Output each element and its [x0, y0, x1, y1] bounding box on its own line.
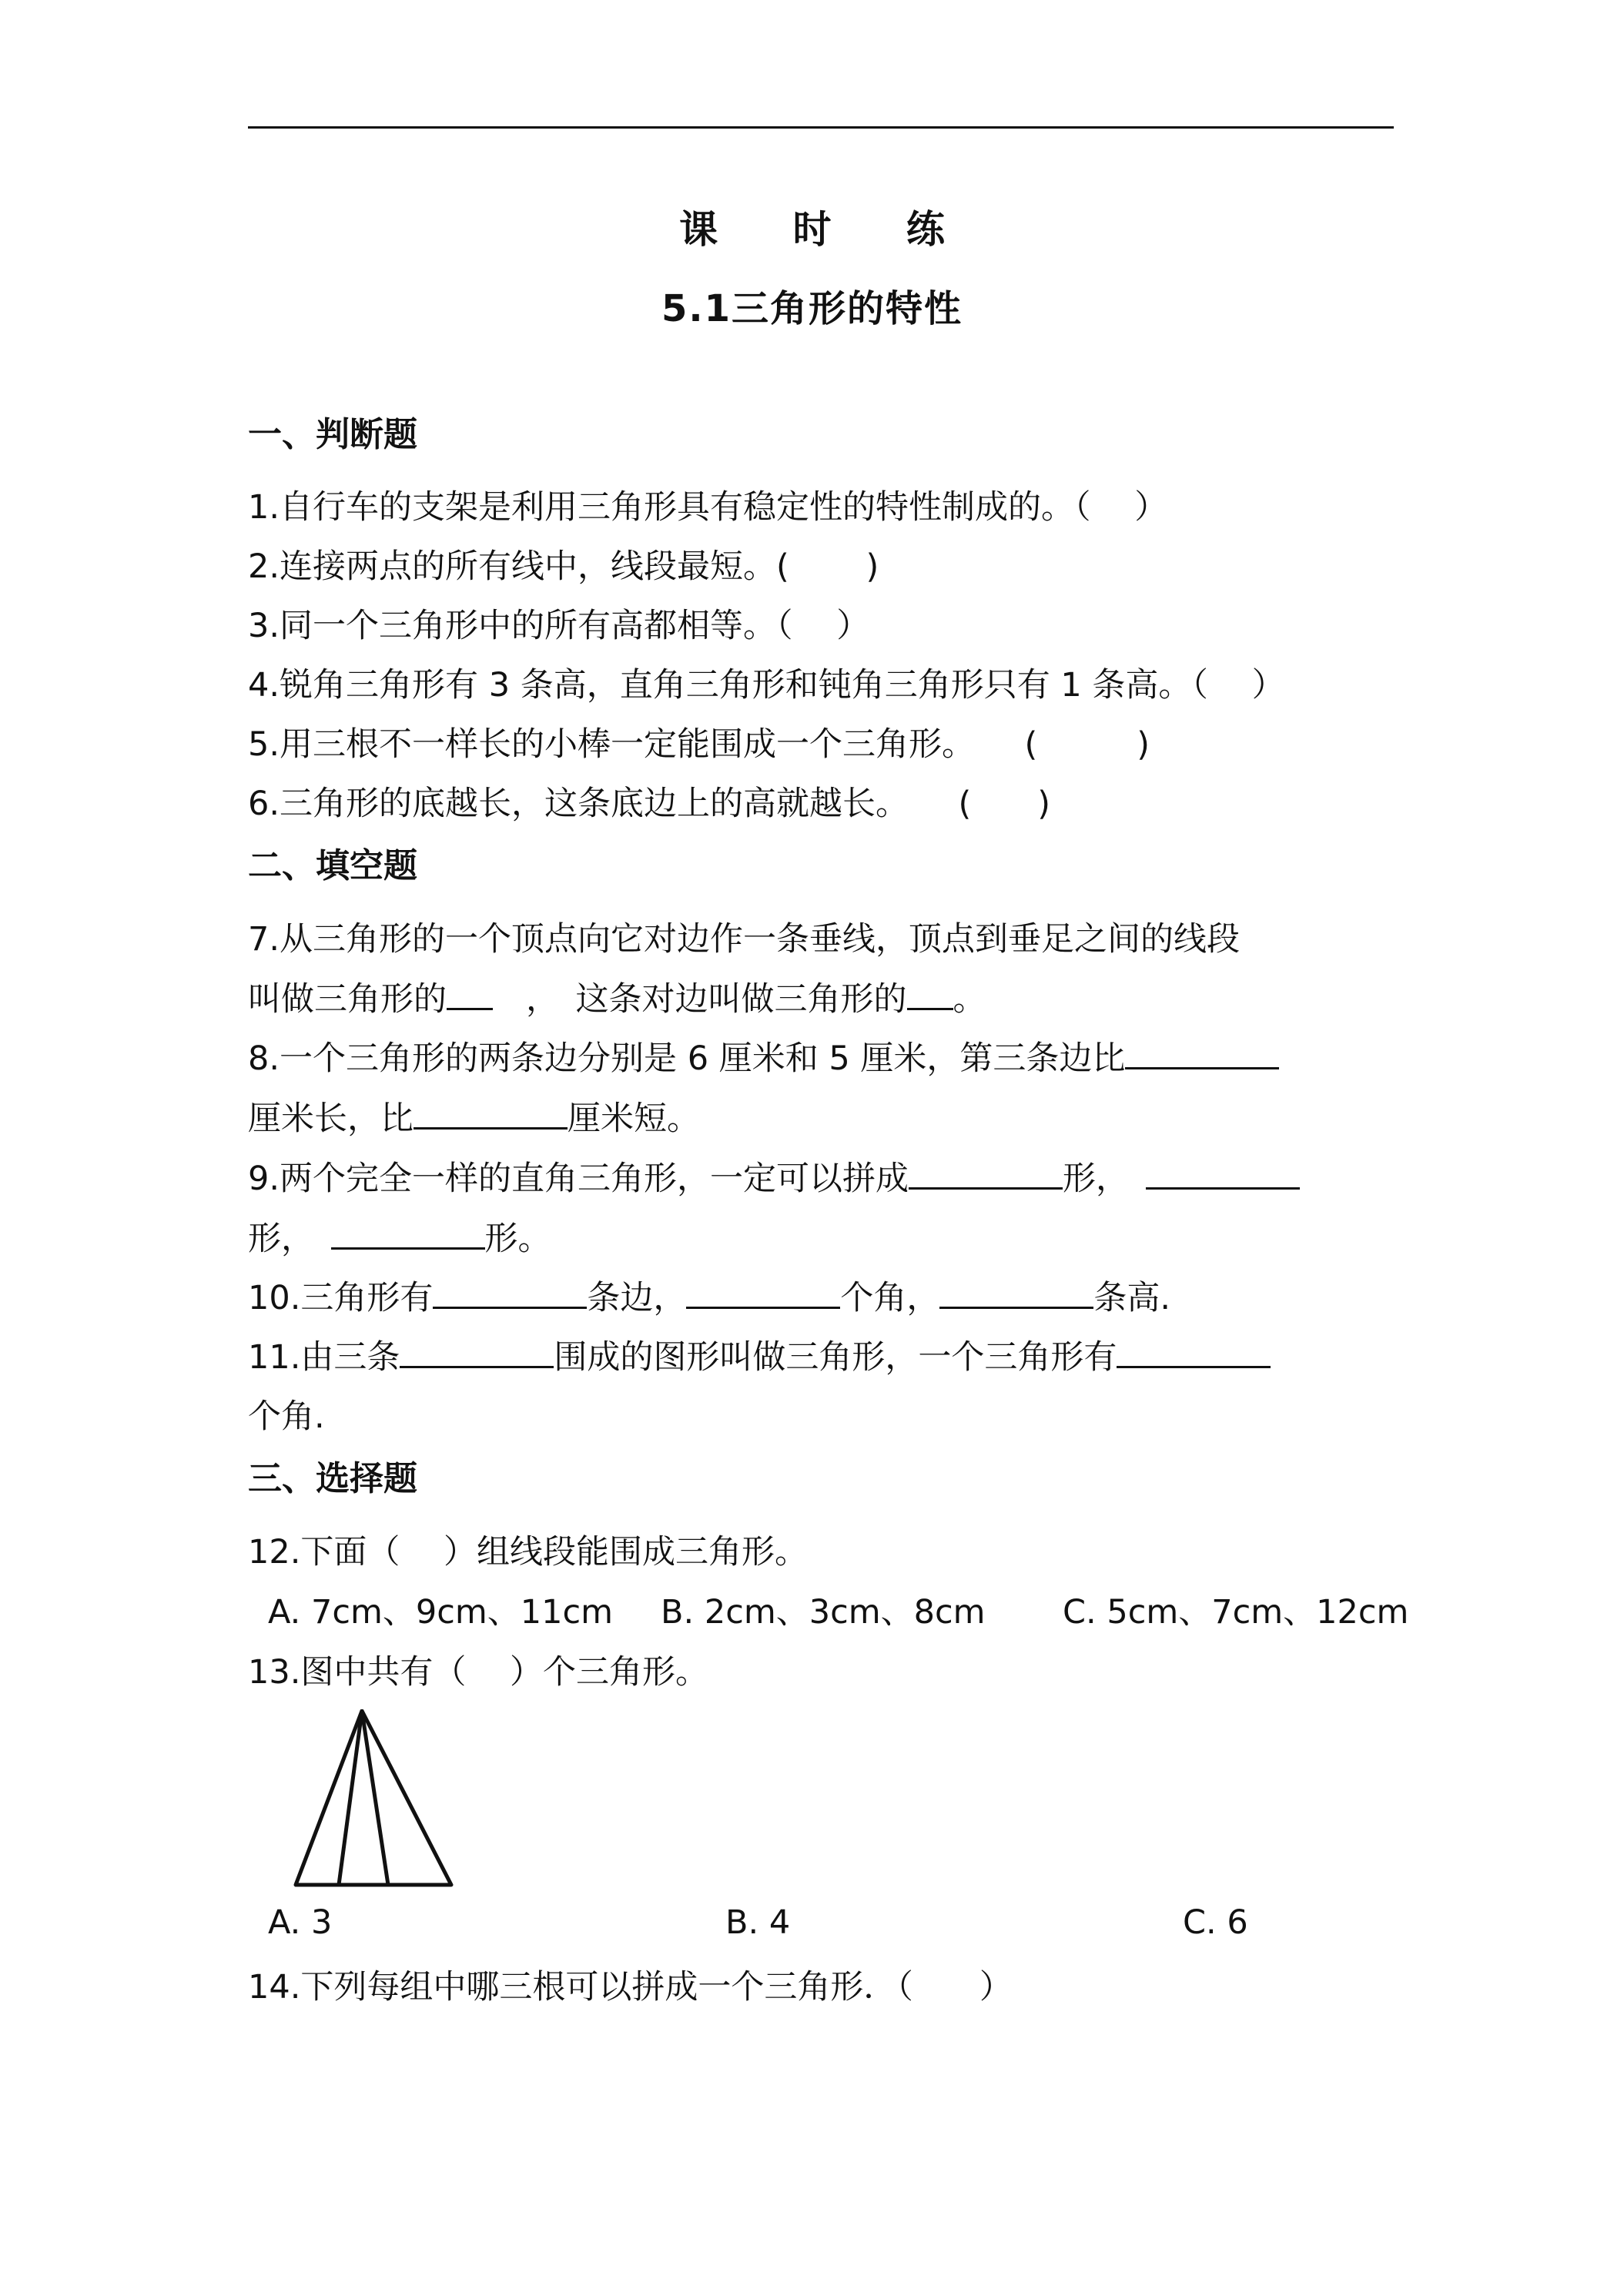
question-5: 5.用三根不一样长的小棒一定能围成一个三角形。 ( ): [248, 725, 1150, 764]
question-13: 13.图中共有（ ）个三角形。: [248, 1653, 709, 1692]
q11-text-b: 围成的图形叫做三角形，一个三角形有: [554, 1338, 1117, 1377]
section-heading-fill: 二、填空题: [248, 846, 417, 885]
q7-text-c: 。: [953, 980, 986, 1019]
q12-option-c[interactable]: C. 5cm、7cm、12cm: [1063, 1593, 1409, 1632]
answer-blank[interactable]: [331, 1215, 485, 1250]
answer-blank[interactable]: [686, 1274, 840, 1309]
answer-blank[interactable]: [1125, 1035, 1279, 1069]
q10-text-b: 条边，: [587, 1279, 687, 1317]
q10-text-a: 10.三角形有: [248, 1279, 434, 1317]
q8-text-c: 厘米短。: [568, 1099, 700, 1138]
question-11-line-1: [248, 1331, 1271, 1378]
q10-text-d: 条高.: [1093, 1279, 1171, 1317]
answer-blank[interactable]: [447, 976, 493, 1010]
triangle-figure: [293, 1709, 462, 1894]
question-1: 1.自行车的支架是利用三角形具有稳定性的特性制成的。（ ）: [248, 488, 1168, 527]
q13-option-b[interactable]: B. 4: [725, 1903, 791, 1942]
q8-text-a: 8.一个三角形的两条边分别是 6 厘米和 5 厘米，第三条边比: [248, 1039, 1126, 1078]
q8-text-b: 厘米长，比: [248, 1099, 414, 1138]
answer-blank[interactable]: [400, 1334, 554, 1368]
answer-blank[interactable]: [939, 1274, 1093, 1309]
answer-blank[interactable]: [1146, 1155, 1300, 1190]
question-8-line-1: [248, 1033, 1279, 1079]
q13-option-c[interactable]: C. 6: [1183, 1903, 1248, 1942]
question-10: [248, 1272, 1170, 1319]
question-6: 6.三角形的底越长，这条底边上的高就越长。 ( ): [248, 785, 1051, 823]
question-8-line-2: [248, 1093, 700, 1140]
page-title: 课 时 练: [679, 207, 976, 252]
question-7-line-2: [248, 973, 986, 1020]
question-4: 4.锐角三角形有 3 条高，直角三角形和钝角三角形只有 1 条高。（ ）: [248, 666, 1285, 705]
section-heading-choice: 三、选择题: [248, 1459, 417, 1498]
answer-blank[interactable]: [907, 976, 953, 1010]
q9-text-c: 形，: [248, 1220, 298, 1258]
answer-blank[interactable]: [1117, 1334, 1271, 1368]
question-11-line-2: 个角.: [248, 1397, 325, 1436]
page-subtitle: 5.1三角形的特性: [661, 287, 963, 330]
q13-option-a[interactable]: A. 3: [268, 1903, 333, 1942]
q12-option-b[interactable]: B. 2cm、3cm、8cm: [661, 1593, 986, 1632]
q9-text-d: 形。: [484, 1220, 551, 1258]
question-7-line-1: 7.从三角形的一个顶点向它对边作一条垂线，顶点到垂足之间的线段: [248, 920, 1241, 959]
q7-text-a: 叫做三角形的: [248, 980, 447, 1019]
question-9-line-1: [248, 1153, 1300, 1200]
q9-text-b: 形，: [1063, 1160, 1113, 1198]
q7-text-b: ， 这条对边叫做三角形的: [493, 980, 907, 1019]
q10-text-c: 个角，: [840, 1279, 940, 1317]
answer-blank[interactable]: [909, 1155, 1063, 1190]
q11-text-a: 11.由三条: [248, 1338, 400, 1377]
q12-option-a[interactable]: A. 7cm、9cm、11cm: [268, 1593, 614, 1632]
answer-blank[interactable]: [433, 1274, 587, 1309]
question-2: 2.连接两点的所有线中，线段最短。( ): [248, 547, 879, 586]
q9-text-a: 9.两个完全一样的直角三角形，一定可以拼成: [248, 1160, 909, 1198]
header-rule: [248, 126, 1394, 129]
question-3: 3.同一个三角形中的所有高都相等。（ ）: [248, 607, 870, 645]
question-9-line-2: [248, 1213, 551, 1260]
question-12: 12.下面（ ）组线段能围成三角形。: [248, 1533, 809, 1571]
section-heading-judge: 一、判断题: [248, 415, 417, 454]
answer-blank[interactable]: [414, 1095, 568, 1130]
question-14: 14.下列每组中哪三根可以拼成一个三角形．（ ）: [248, 1968, 1013, 2006]
